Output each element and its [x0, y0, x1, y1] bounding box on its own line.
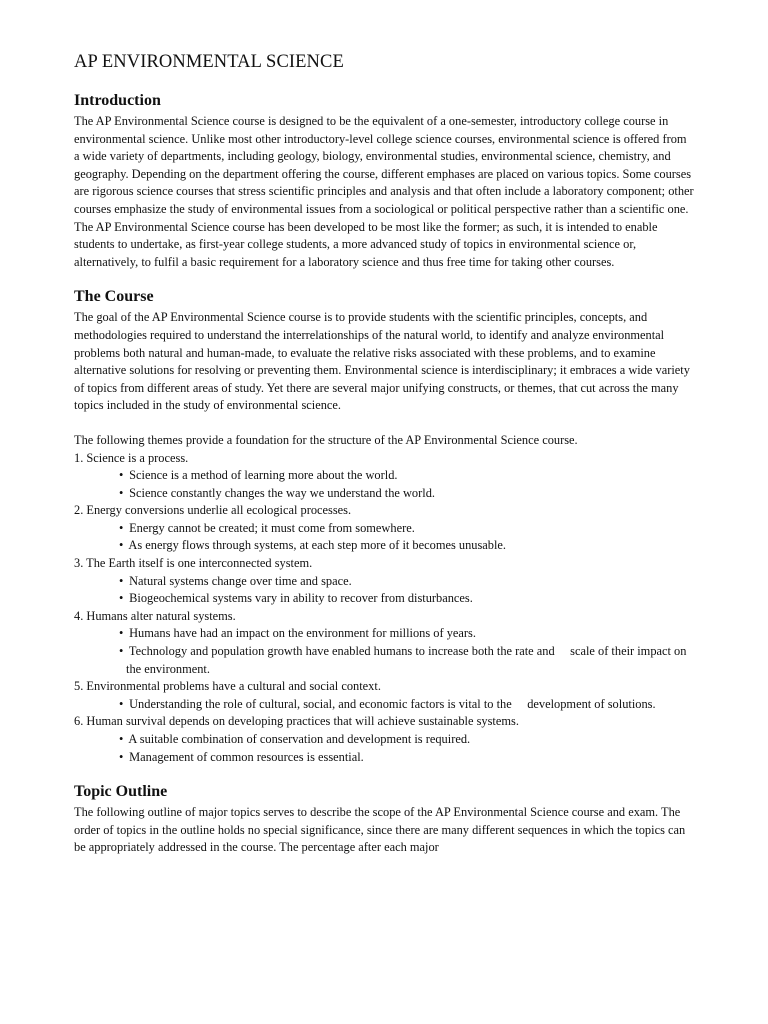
- theme-points: [74, 625, 694, 678]
- topic-outline-heading: Topic Outline: [74, 783, 168, 801]
- theme-points: [74, 731, 694, 766]
- introduction-section: [74, 91, 694, 271]
- theme-item: [74, 502, 694, 555]
- bullet-icon: •: [119, 538, 124, 553]
- document-title: AP ENVIRONMENTAL SCIENCE: [74, 52, 344, 72]
- topic-outline-section: [74, 782, 694, 857]
- theme-point: • Natural systems change over time and space.: [74, 573, 694, 591]
- theme-point: • Science is a method of learning more about the world.: [74, 467, 694, 485]
- document-page: [74, 52, 694, 873]
- theme-point: • Humans have had an impact on the environment for millions of years.: [74, 625, 694, 643]
- topic-outline-paragraph: The following outline of major topics serves to describe the scope of the AP Environmental Science course and exam. The order of topics in the outline holds no special significance, since there are many different sequences in which the topics can be appropriately addressed in the course. The percentage after each major: [74, 805, 686, 855]
- introduction-heading: Introduction: [74, 92, 161, 109]
- theme-label: 1. Science is a process.: [74, 450, 189, 465]
- bullet-icon: •: [119, 644, 124, 659]
- theme-point: • Understanding the role of cultural, social, and economic factors is vital to the development of solutions.: [74, 696, 694, 714]
- theme-item: [74, 678, 694, 713]
- course-section: [74, 287, 694, 766]
- bullet-icon: •: [119, 485, 124, 500]
- theme-points: [74, 573, 694, 608]
- themes-intro: The following themes provide a foundation for the structure of the AP Environmental Science course.: [74, 432, 578, 447]
- bullet-icon: •: [119, 591, 124, 606]
- theme-label: 3. The Earth itself is one interconnected system.: [74, 556, 313, 571]
- course-heading: The Course: [74, 288, 154, 306]
- theme-points: [74, 467, 694, 502]
- theme-label: 6. Human survival depends on developing practices that will achieve sustainable systems.: [74, 714, 519, 729]
- theme-point: • Energy cannot be created; it must come from somewhere.: [74, 520, 694, 538]
- theme-item: [74, 608, 694, 678]
- theme-point: • As energy flows through systems, at each step more of it becomes unusable.: [74, 537, 694, 555]
- bullet-icon: •: [119, 573, 124, 588]
- bullet-icon: •: [119, 732, 124, 746]
- theme-label: 5. Environmental problems have a cultural and social context.: [74, 679, 381, 694]
- theme-item: [74, 713, 694, 766]
- bullet-icon: •: [119, 696, 124, 711]
- theme-item: [74, 450, 694, 503]
- themes-list: [74, 450, 694, 767]
- theme-point: • Science constantly changes the way we understand the world.: [74, 485, 694, 503]
- theme-points: [74, 696, 694, 714]
- theme-point: • Technology and population growth have enabled humans to increase both the rate and scale of their impact on the environment.: [119, 644, 690, 676]
- introduction-paragraph: The AP Environmental Science course is designed to be the equivalent of a one-semester, introductory college course in environmental science. Unlike most other introductory-level college science courses, environmental science is offered from a wide variety of departments, including geology, biology, environmental studies, environmental science, chemistry, and geography. Depending on the department offering the course, different emphases are placed on various topics. Some courses are rigorous science courses that stress scientific principles and analysis and that often include a laboratory component; other courses emphasize the study of environmental issues from a sociological or political perspective rather than a scientific one. The AP Environmental Science course has been developed to be most like the former; as such, it is intended to enable students to undertake, as first-year college students, a more advanced study of topics in environmental science or, alternatively, to fulfil a basic requirement for a laboratory science and thus free time for taking other courses.: [74, 114, 694, 269]
- paragraph-gap: [74, 415, 694, 432]
- theme-point: • Management of common resources is essential.: [74, 749, 694, 767]
- bullet-icon: •: [119, 520, 124, 535]
- bullet-icon: •: [119, 626, 124, 641]
- theme-point: • A suitable combination of conservation and development is required.: [74, 731, 694, 749]
- theme-label: 4. Humans alter natural systems.: [74, 608, 236, 623]
- bullet-icon: •: [119, 749, 124, 764]
- course-paragraph: The goal of the AP Environmental Science course is to provide students with the scientific principles, concepts, and methodologies required to understand the interrelationships of the natural world, to identify and analyze environmental problems both natural and human-made, to evaluate the relative risks associated with these problems, and to examine alternative solutions for resolving or preventing them. Environmental science is interdisciplinary; it embraces a wide variety of topics from different areas of study. Yet there are several major unifying constructs, or themes, that cut across the many topics included in the study of environmental science.: [74, 310, 690, 413]
- bullet-icon: •: [119, 468, 124, 483]
- theme-points: [74, 520, 694, 555]
- theme-point: • Biogeochemical systems vary in ability to recover from disturbances.: [74, 590, 694, 608]
- theme-item: [74, 555, 694, 608]
- theme-label: 2. Energy conversions underlie all ecological processes.: [74, 503, 352, 518]
